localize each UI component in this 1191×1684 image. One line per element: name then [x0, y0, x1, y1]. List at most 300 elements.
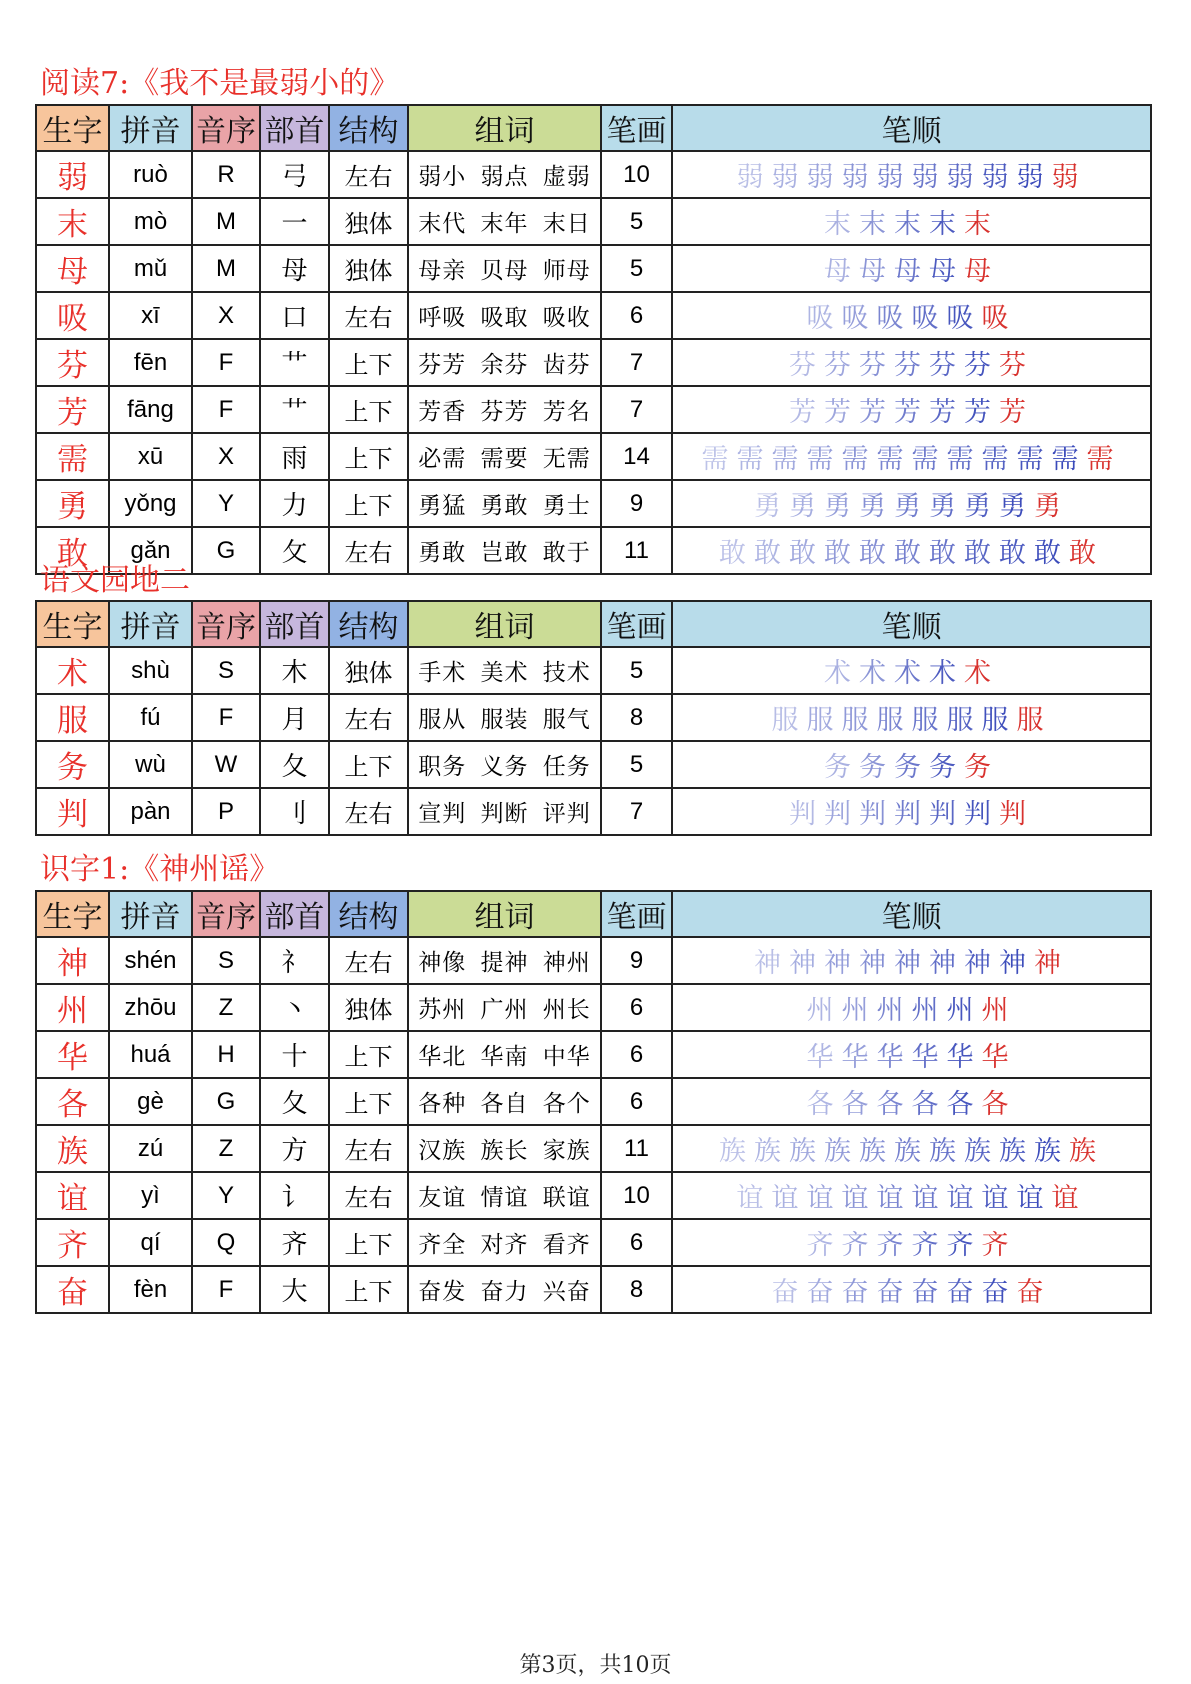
stroke-step: 芬	[964, 350, 993, 381]
stroke-step: 敢	[754, 538, 783, 569]
cell-order: R	[192, 151, 260, 198]
cell-stroke-order	[672, 694, 1151, 741]
cell-char: 族	[36, 1125, 109, 1172]
cell-radical: 攵	[260, 527, 329, 574]
stroke-step: 芳	[894, 397, 923, 428]
cell-strokes: 7	[601, 339, 672, 386]
cell-order: M	[192, 198, 260, 245]
cell-stroke-order	[672, 386, 1151, 433]
stroke-step: 勇	[754, 491, 783, 522]
cell-structure: 上下	[329, 1031, 408, 1078]
cell-radical: 弓	[260, 151, 329, 198]
cell-words: 神像 提神 神州	[408, 937, 601, 984]
cell-strokes: 5	[601, 741, 672, 788]
cell-stroke-order	[672, 937, 1151, 984]
stroke-step: 弱	[911, 162, 941, 193]
table-row	[36, 198, 1151, 245]
cell-stroke-order	[672, 433, 1151, 480]
cell-stroke-order	[672, 1125, 1151, 1172]
cell-pinyin: yǒng	[109, 480, 192, 527]
cell-words: 奋发 奋力 兴奋	[408, 1266, 601, 1313]
stroke-order-sequence	[719, 538, 1104, 569]
cell-structure: 左右	[329, 292, 408, 339]
cell-char: 芳	[36, 386, 109, 433]
stroke-step: 各	[981, 1089, 1011, 1120]
stroke-step: 需	[701, 444, 731, 475]
cell-words: 服从 服装 服气	[408, 694, 601, 741]
stroke-step: 奋	[981, 1277, 1011, 1308]
stroke-step: 华	[841, 1042, 871, 1073]
cell-radical: 艹	[260, 339, 329, 386]
cell-char: 敢	[36, 527, 109, 574]
stroke-step: 母	[824, 256, 853, 287]
header-stroke-order: 笔顺	[672, 105, 1151, 151]
stroke-step: 齐	[981, 1230, 1011, 1261]
cell-words: 友谊 情谊 联谊	[408, 1172, 601, 1219]
stroke-step: 需	[911, 444, 941, 475]
stroke-step: 华	[911, 1042, 941, 1073]
stroke-step: 谊	[911, 1183, 941, 1214]
stroke-step: 族	[999, 1136, 1028, 1167]
cell-pinyin: wù	[109, 741, 192, 788]
header-row	[36, 601, 1151, 647]
cell-structure: 上下	[329, 1266, 408, 1313]
cell-structure: 左右	[329, 527, 408, 574]
table-row	[36, 1219, 1151, 1266]
cell-radical: 雨	[260, 433, 329, 480]
cell-strokes: 11	[601, 527, 672, 574]
stroke-step: 神	[964, 948, 993, 979]
cell-strokes: 9	[601, 937, 672, 984]
cell-stroke-order	[672, 984, 1151, 1031]
cell-radical: 一	[260, 198, 329, 245]
cell-order: G	[192, 1078, 260, 1125]
cell-stroke-order	[672, 292, 1151, 339]
stroke-step: 弱	[841, 162, 871, 193]
header-radical: 部首	[260, 891, 329, 937]
cell-strokes: 11	[601, 1125, 672, 1172]
stroke-step: 弱	[1016, 162, 1046, 193]
stroke-step: 谊	[736, 1183, 766, 1214]
header-words: 组词	[408, 601, 601, 647]
stroke-step: 弱	[806, 162, 836, 193]
stroke-step: 需	[876, 444, 906, 475]
cell-radical: 母	[260, 245, 329, 292]
stroke-step: 母	[859, 256, 888, 287]
stroke-step: 谊	[806, 1183, 836, 1214]
stroke-step: 州	[911, 995, 941, 1026]
stroke-step: 各	[876, 1089, 906, 1120]
cell-char: 奋	[36, 1266, 109, 1313]
cell-strokes: 10	[601, 1172, 672, 1219]
table-row	[36, 151, 1151, 198]
stroke-step: 齐	[876, 1230, 906, 1261]
table-row	[36, 480, 1151, 527]
cell-pinyin: shén	[109, 937, 192, 984]
cell-pinyin: mò	[109, 198, 192, 245]
stroke-step: 勇	[999, 491, 1028, 522]
stroke-step: 敢	[894, 538, 923, 569]
stroke-step: 需	[1086, 444, 1116, 475]
stroke-step: 神	[824, 948, 853, 979]
cell-radical: 夂	[260, 741, 329, 788]
cell-words: 勇猛 勇敢 勇士	[408, 480, 601, 527]
stroke-step: 服	[1016, 705, 1046, 736]
cell-stroke-order	[672, 198, 1151, 245]
cell-strokes: 5	[601, 198, 672, 245]
cell-radical: 艹	[260, 386, 329, 433]
table-row	[36, 527, 1151, 574]
header-strokes: 笔画	[601, 601, 672, 647]
header-words: 组词	[408, 105, 601, 151]
cell-words: 汉族 族长 家族	[408, 1125, 601, 1172]
header-radical: 部首	[260, 601, 329, 647]
stroke-step: 弱	[946, 162, 976, 193]
stroke-step: 勇	[929, 491, 958, 522]
stroke-order-sequence	[807, 995, 1017, 1026]
stroke-step: 吸	[841, 303, 871, 334]
stroke-order-sequence	[702, 444, 1122, 475]
header-stroke-order: 笔顺	[672, 601, 1151, 647]
table-row	[36, 937, 1151, 984]
cell-structure: 独体	[329, 245, 408, 292]
cell-structure: 左右	[329, 1172, 408, 1219]
stroke-step: 吸	[981, 303, 1011, 334]
stroke-step: 芬	[824, 350, 853, 381]
stroke-step: 芬	[929, 350, 958, 381]
stroke-order-sequence	[737, 162, 1087, 193]
stroke-step: 判	[789, 799, 818, 830]
cell-order: F	[192, 694, 260, 741]
cell-pinyin: zhōu	[109, 984, 192, 1031]
stroke-order-sequence	[772, 1277, 1052, 1308]
stroke-step: 族	[1034, 1136, 1063, 1167]
header-order: 音序	[192, 891, 260, 937]
cell-stroke-order	[672, 741, 1151, 788]
stroke-step: 奋	[1016, 1277, 1046, 1308]
stroke-step: 谊	[1051, 1183, 1081, 1214]
cell-structure: 上下	[329, 386, 408, 433]
cell-radical: 月	[260, 694, 329, 741]
header-char: 生字	[36, 105, 109, 151]
stroke-step: 族	[789, 1136, 818, 1167]
cell-pinyin: fāng	[109, 386, 192, 433]
cell-structure: 独体	[329, 647, 408, 694]
stroke-step: 华	[946, 1042, 976, 1073]
cell-char: 判	[36, 788, 109, 835]
stroke-step: 芳	[999, 397, 1028, 428]
cell-order: S	[192, 937, 260, 984]
cell-stroke-order	[672, 1266, 1151, 1313]
stroke-order-sequence	[807, 1230, 1017, 1261]
stroke-step: 服	[981, 705, 1011, 736]
header-radical: 部首	[260, 105, 329, 151]
cell-char: 华	[36, 1031, 109, 1078]
stroke-order-sequence	[754, 491, 1069, 522]
cell-char: 母	[36, 245, 109, 292]
stroke-step: 敢	[824, 538, 853, 569]
cell-stroke-order	[672, 527, 1151, 574]
cell-words: 芳香 芬芳 芳名	[408, 386, 601, 433]
cell-words: 宣判 判断 评判	[408, 788, 601, 835]
cell-order: S	[192, 647, 260, 694]
character-table-shizi-1	[35, 890, 1152, 1314]
cell-stroke-order	[672, 788, 1151, 835]
stroke-step: 敢	[719, 538, 748, 569]
cell-words: 勇敢 岂敢 敢于	[408, 527, 601, 574]
stroke-step: 华	[806, 1042, 836, 1073]
stroke-step: 需	[946, 444, 976, 475]
stroke-step: 务	[894, 752, 923, 783]
stroke-step: 州	[946, 995, 976, 1026]
stroke-step: 族	[964, 1136, 993, 1167]
stroke-step: 芬	[859, 350, 888, 381]
cell-strokes: 10	[601, 151, 672, 198]
cell-stroke-order	[672, 1219, 1151, 1266]
table-row	[36, 741, 1151, 788]
cell-words: 手术 美术 技术	[408, 647, 601, 694]
cell-pinyin: gǎn	[109, 527, 192, 574]
stroke-order-sequence	[807, 1042, 1017, 1073]
cell-pinyin: huá	[109, 1031, 192, 1078]
stroke-step: 神	[1034, 948, 1063, 979]
cell-strokes: 7	[601, 386, 672, 433]
stroke-step: 州	[876, 995, 906, 1026]
cell-pinyin: fú	[109, 694, 192, 741]
cell-char: 术	[36, 647, 109, 694]
stroke-step: 勇	[1034, 491, 1063, 522]
stroke-step: 判	[999, 799, 1028, 830]
header-structure: 结构	[329, 601, 408, 647]
header-char: 生字	[36, 891, 109, 937]
cell-char: 吸	[36, 292, 109, 339]
stroke-step: 末	[859, 209, 888, 240]
cell-char: 各	[36, 1078, 109, 1125]
stroke-step: 神	[859, 948, 888, 979]
stroke-step: 需	[806, 444, 836, 475]
cell-words: 职务 义务 任务	[408, 741, 601, 788]
cell-structure: 左右	[329, 937, 408, 984]
cell-char: 末	[36, 198, 109, 245]
stroke-step: 谊	[946, 1183, 976, 1214]
cell-order: X	[192, 292, 260, 339]
stroke-step: 母	[929, 256, 958, 287]
stroke-order-sequence	[824, 256, 999, 287]
cell-strokes: 8	[601, 1266, 672, 1313]
header-pinyin: 拼音	[109, 891, 192, 937]
cell-order: X	[192, 433, 260, 480]
stroke-order-sequence	[789, 350, 1034, 381]
cell-structure: 上下	[329, 480, 408, 527]
stroke-step: 芬	[789, 350, 818, 381]
header-structure: 结构	[329, 105, 408, 151]
table-row	[36, 1031, 1151, 1078]
stroke-step: 母	[894, 256, 923, 287]
stroke-step: 服	[876, 705, 906, 736]
stroke-step: 务	[964, 752, 993, 783]
cell-words: 齐全 对齐 看齐	[408, 1219, 601, 1266]
stroke-step: 服	[771, 705, 801, 736]
cell-words: 末代 末年 末日	[408, 198, 601, 245]
stroke-step: 齐	[806, 1230, 836, 1261]
stroke-step: 族	[929, 1136, 958, 1167]
stroke-step: 术	[859, 658, 888, 689]
cell-structure: 上下	[329, 339, 408, 386]
stroke-order-sequence	[824, 209, 999, 240]
table-row	[36, 788, 1151, 835]
header-char: 生字	[36, 601, 109, 647]
table-row	[36, 694, 1151, 741]
stroke-step: 敢	[859, 538, 888, 569]
cell-char: 务	[36, 741, 109, 788]
cell-radical: 刂	[260, 788, 329, 835]
cell-order: H	[192, 1031, 260, 1078]
cell-char: 神	[36, 937, 109, 984]
stroke-step: 服	[841, 705, 871, 736]
cell-stroke-order	[672, 1031, 1151, 1078]
cell-pinyin: pàn	[109, 788, 192, 835]
cell-pinyin: mǔ	[109, 245, 192, 292]
header-stroke-order: 笔顺	[672, 891, 1151, 937]
cell-char: 芬	[36, 339, 109, 386]
cell-strokes: 6	[601, 1219, 672, 1266]
stroke-step: 芳	[929, 397, 958, 428]
stroke-order-sequence	[789, 799, 1034, 830]
cell-char: 勇	[36, 480, 109, 527]
stroke-step: 判	[929, 799, 958, 830]
cell-radical: 木	[260, 647, 329, 694]
stroke-step: 敢	[964, 538, 993, 569]
stroke-step: 族	[719, 1136, 748, 1167]
stroke-step: 州	[806, 995, 836, 1026]
stroke-step: 末	[894, 209, 923, 240]
stroke-step: 族	[754, 1136, 783, 1167]
table-row	[36, 339, 1151, 386]
stroke-step: 族	[824, 1136, 853, 1167]
stroke-step: 族	[894, 1136, 923, 1167]
stroke-step: 弱	[736, 162, 766, 193]
stroke-step: 需	[736, 444, 766, 475]
cell-radical: 力	[260, 480, 329, 527]
stroke-step: 族	[859, 1136, 888, 1167]
cell-words: 弱小 弱点 虚弱	[408, 151, 601, 198]
cell-pinyin: shù	[109, 647, 192, 694]
table-row	[36, 1172, 1151, 1219]
cell-words: 芬芳 余芬 齿芬	[408, 339, 601, 386]
cell-char: 州	[36, 984, 109, 1031]
stroke-step: 各	[841, 1089, 871, 1120]
cell-pinyin: xī	[109, 292, 192, 339]
cell-strokes: 6	[601, 1031, 672, 1078]
stroke-step: 务	[824, 752, 853, 783]
section-title-shizi-1: 识字1:《神州谣》	[40, 852, 280, 887]
stroke-step: 术	[894, 658, 923, 689]
stroke-step: 勇	[894, 491, 923, 522]
character-table-yuwen-yuandi-2	[35, 600, 1152, 836]
cell-words: 各种 各自 各个	[408, 1078, 601, 1125]
cell-structure: 上下	[329, 1219, 408, 1266]
stroke-step: 吸	[946, 303, 976, 334]
stroke-step: 齐	[841, 1230, 871, 1261]
stroke-step: 奋	[806, 1277, 836, 1308]
stroke-step: 判	[964, 799, 993, 830]
table-row	[36, 245, 1151, 292]
cell-strokes: 6	[601, 292, 672, 339]
cell-order: F	[192, 386, 260, 433]
stroke-step: 服	[946, 705, 976, 736]
stroke-step: 谊	[771, 1183, 801, 1214]
stroke-step: 需	[841, 444, 871, 475]
cell-stroke-order	[672, 480, 1151, 527]
cell-pinyin: yì	[109, 1172, 192, 1219]
table-row	[36, 292, 1151, 339]
stroke-step: 需	[1016, 444, 1046, 475]
header-structure: 结构	[329, 891, 408, 937]
stroke-step: 芳	[824, 397, 853, 428]
cell-order: F	[192, 1266, 260, 1313]
stroke-step: 谊	[1016, 1183, 1046, 1214]
cell-order: P	[192, 788, 260, 835]
stroke-step: 勇	[964, 491, 993, 522]
stroke-step: 神	[999, 948, 1028, 979]
stroke-step: 勇	[789, 491, 818, 522]
cell-radical: 夂	[260, 1078, 329, 1125]
stroke-order-sequence	[824, 658, 999, 689]
stroke-step: 判	[859, 799, 888, 830]
header-strokes: 笔画	[601, 105, 672, 151]
stroke-step: 各	[806, 1089, 836, 1120]
cell-stroke-order	[672, 1078, 1151, 1125]
stroke-step: 吸	[806, 303, 836, 334]
stroke-step: 各	[911, 1089, 941, 1120]
cell-pinyin: fèn	[109, 1266, 192, 1313]
cell-structure: 独体	[329, 198, 408, 245]
stroke-step: 奋	[876, 1277, 906, 1308]
stroke-step: 敢	[1034, 538, 1063, 569]
stroke-step: 需	[1051, 444, 1081, 475]
cell-pinyin: zú	[109, 1125, 192, 1172]
table-row	[36, 984, 1151, 1031]
cell-strokes: 8	[601, 694, 672, 741]
cell-structure: 左右	[329, 1125, 408, 1172]
stroke-step: 各	[946, 1089, 976, 1120]
cell-strokes: 5	[601, 647, 672, 694]
stroke-step: 服	[806, 705, 836, 736]
table-row	[36, 1266, 1151, 1313]
cell-strokes: 7	[601, 788, 672, 835]
cell-stroke-order	[672, 339, 1151, 386]
cell-order: Z	[192, 984, 260, 1031]
stroke-order-sequence	[807, 303, 1017, 334]
stroke-step: 弱	[876, 162, 906, 193]
cell-radical: 十	[260, 1031, 329, 1078]
stroke-step: 芳	[789, 397, 818, 428]
stroke-step: 末	[964, 209, 993, 240]
character-table-reading-7	[35, 104, 1152, 575]
cell-words: 母亲 贝母 师母	[408, 245, 601, 292]
header-pinyin: 拼音	[109, 601, 192, 647]
table-row	[36, 1078, 1151, 1125]
stroke-step: 芬	[894, 350, 923, 381]
stroke-step: 弱	[981, 162, 1011, 193]
cell-pinyin: qí	[109, 1219, 192, 1266]
cell-radical: 方	[260, 1125, 329, 1172]
cell-radical: 大	[260, 1266, 329, 1313]
cell-strokes: 5	[601, 245, 672, 292]
cell-structure: 左右	[329, 788, 408, 835]
stroke-step: 判	[824, 799, 853, 830]
stroke-step: 勇	[824, 491, 853, 522]
